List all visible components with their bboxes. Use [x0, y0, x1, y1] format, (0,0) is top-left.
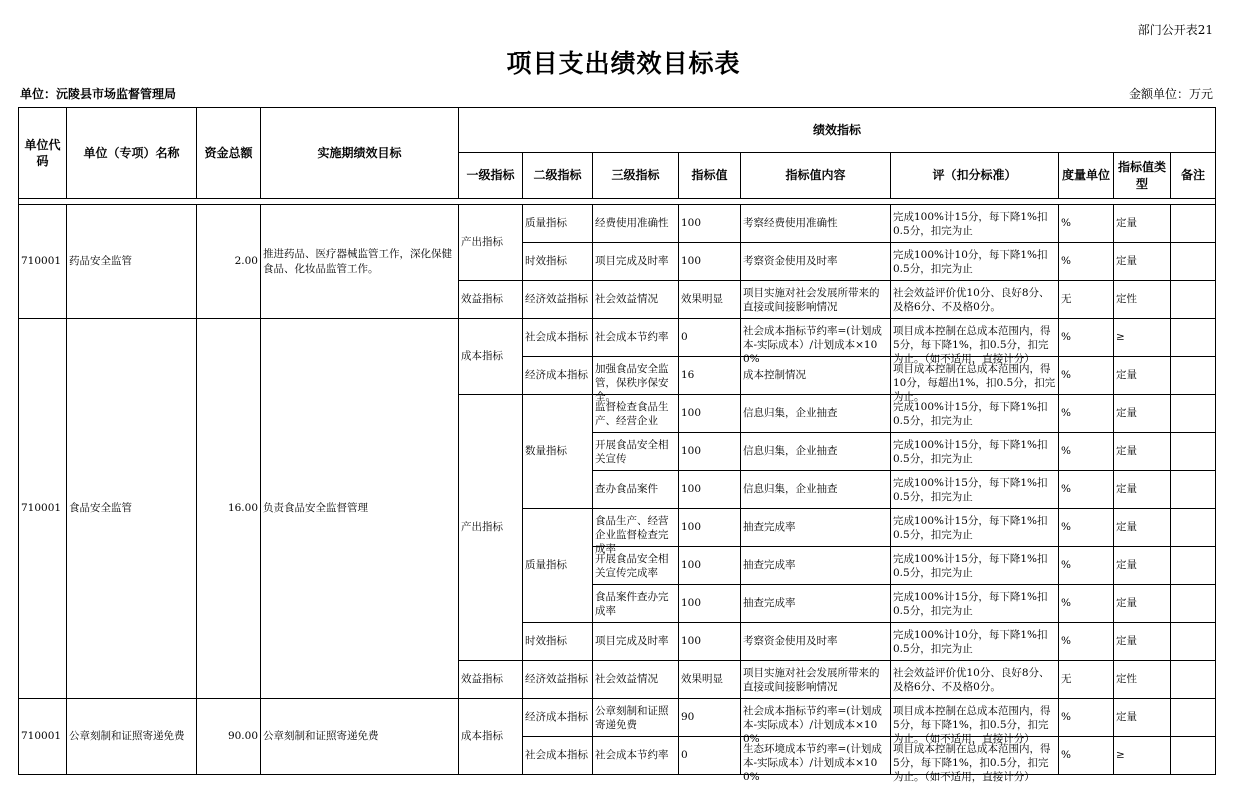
indicator-value: 100 [679, 585, 741, 623]
indicator-content [741, 395, 891, 433]
level3-indicator [593, 699, 679, 737]
indicator-content-text: 项目实施对社会发展所带来的直接或间接影响情况 [743, 286, 880, 313]
value-type: 定量 [1114, 395, 1171, 433]
level3-indicator-text: 社会效益情况 [595, 293, 658, 306]
value-type: ≥ [1114, 319, 1171, 357]
scoring-standard-text: 社会效益评价优10分、良好8分、及格6分、不及格0分。 [893, 666, 1050, 693]
note-cell [1171, 699, 1216, 737]
col-score: 评（扣分标准） [891, 153, 1059, 199]
indicator-content [741, 357, 891, 395]
indicator-value: 100 [679, 623, 741, 661]
indicator-value: 100 [679, 433, 741, 471]
level3-indicator [593, 623, 679, 661]
indicator-content [741, 281, 891, 319]
scoring-standard-text: 完成100%计15分，每下降1%扣0.5分，扣完为止 [893, 590, 1048, 617]
level2-indicator: 经济效益指标 [523, 661, 593, 699]
scoring-standard [891, 623, 1059, 661]
indicator-content-text: 考察经费使用准确性 [743, 217, 838, 230]
scoring-standard [891, 547, 1059, 585]
indicator-content-text: 社会成本指标节约率=(计划成本-实际成本）/计划成本×100% [743, 324, 882, 365]
level3-indicator [593, 205, 679, 243]
scoring-standard [891, 205, 1059, 243]
note-cell [1171, 509, 1216, 547]
value-type: 定性 [1114, 661, 1171, 699]
level3-indicator-text: 食品生产、经营企业监督检查完成率 [595, 514, 669, 555]
table-row [19, 699, 1216, 737]
indicator-content-text: 项目实施对社会发展所带来的直接或间接影响情况 [743, 666, 880, 693]
note-cell [1171, 623, 1216, 661]
indicator-value: 0 [679, 737, 741, 775]
col-level3: 三级指标 [593, 153, 679, 199]
indicator-content-text: 信息归集，企业抽查 [743, 407, 838, 420]
indicator-content [741, 471, 891, 509]
measure-unit: % [1059, 395, 1114, 433]
indicator-content-text: 考察资金使用及时率 [743, 255, 838, 268]
scoring-standard-text: 完成100%计10分，每下降1%扣0.5分，扣完为止 [893, 628, 1048, 655]
note-cell [1171, 205, 1216, 243]
note-cell [1171, 661, 1216, 699]
col-vtype: 指标值类型 [1114, 153, 1171, 199]
performance-goal: 推进药品、医疗器械监管工作，深化保健食品、化妆品监管工作。 [261, 205, 459, 319]
note-cell [1171, 547, 1216, 585]
scoring-standard [891, 281, 1059, 319]
level3-indicator-text: 食品案件查办完成率 [595, 590, 669, 617]
level3-indicator-text: 社会成本节约率 [595, 331, 669, 344]
indicator-content [741, 547, 891, 585]
indicator-content [741, 243, 891, 281]
scoring-standard [891, 699, 1059, 745]
indicator-content-text: 社会成本指标节约率=(计划成本-实际成本）/计划成本×100% [743, 704, 882, 745]
scoring-standard [891, 395, 1059, 433]
level3-indicator-text: 社会成本节约率 [595, 749, 669, 762]
indicator-content-text: 抽查完成率 [743, 521, 796, 534]
unit-code: 710001 [19, 699, 67, 775]
scoring-standard [891, 661, 1059, 699]
indicator-value: 100 [679, 243, 741, 281]
level3-indicator [593, 281, 679, 319]
col-note: 备注 [1171, 153, 1216, 199]
indicator-value: 100 [679, 471, 741, 509]
measure-unit: % [1059, 471, 1114, 509]
measure-unit: % [1059, 699, 1114, 737]
col-amount: 资金总额 [197, 108, 261, 199]
measure-unit: % [1059, 509, 1114, 547]
scoring-standard-text: 项目成本控制在总成本范围内，得5分，每下降1%，扣0.5分，扣完为止。（如不适用，直接计分） [893, 704, 1051, 745]
level3-indicator [593, 547, 679, 585]
scoring-standard-text: 完成100%计10分，每下降1%扣0.5分，扣完为止 [893, 248, 1048, 275]
level3-indicator [593, 433, 679, 471]
value-type: 定量 [1114, 471, 1171, 509]
scoring-standard-text: 完成100%计15分，每下降1%扣0.5分，扣完为止 [893, 400, 1048, 427]
scoring-standard-text: 完成100%计15分，每下降1%扣0.5分，扣完为止 [893, 476, 1048, 503]
measure-unit: % [1059, 357, 1114, 395]
indicator-value: 100 [679, 395, 741, 433]
level3-indicator-text: 公章刻制和证照寄递免费 [595, 704, 669, 731]
value-type: 定量 [1114, 699, 1171, 737]
measure-unit: % [1059, 623, 1114, 661]
measure-unit: 无 [1059, 281, 1114, 319]
value-type: ≥ [1114, 737, 1171, 775]
scoring-standard-text: 社会效益评价优10分、良好8分、及格6分、不及格0分。 [893, 286, 1050, 313]
col-content: 指标值内容 [741, 153, 891, 199]
level1-indicator: 效益指标 [459, 661, 523, 699]
scoring-standard-text: 完成100%计15分，每下降1%扣0.5分，扣完为止 [893, 210, 1048, 237]
level3-indicator [593, 585, 679, 623]
measure-unit: % [1059, 585, 1114, 623]
value-type: 定性 [1114, 281, 1171, 319]
scoring-standard [891, 319, 1059, 365]
project-name: 食品安全监管 [67, 319, 197, 699]
level1-indicator: 效益指标 [459, 281, 523, 319]
level2-indicator: 时效指标 [523, 623, 593, 661]
indicator-value: 0 [679, 319, 741, 357]
col-goal: 实施期绩效目标 [261, 108, 459, 199]
indicator-value: 效果明显 [679, 281, 741, 319]
note-cell [1171, 737, 1216, 775]
indicator-content-text: 信息归集，企业抽查 [743, 445, 838, 458]
unit-label: 单位：沅陵县市场监督管理局 [20, 87, 177, 101]
fund-amount: 90.00 [197, 699, 261, 775]
scoring-standard [891, 243, 1059, 281]
table-body [19, 205, 1216, 783]
level3-indicator-text: 社会效益情况 [595, 673, 658, 686]
level2-indicator: 质量指标 [523, 509, 593, 623]
value-type: 定量 [1114, 623, 1171, 661]
scoring-standard-text: 完成100%计15分，每下降1%扣0.5分，扣完为止 [893, 514, 1048, 541]
indicator-content-text: 生态环境成本节约率=(计划成本-实际成本）/计划成本×100% [743, 742, 882, 783]
col-measure: 度量单位 [1059, 153, 1114, 199]
level1-indicator: 成本指标 [459, 699, 523, 775]
level1-indicator: 成本指标 [459, 319, 523, 395]
measure-unit: % [1059, 737, 1114, 775]
scoring-standard [891, 471, 1059, 509]
level3-indicator-text: 项目完成及时率 [595, 255, 669, 268]
level2-indicator: 时效指标 [523, 243, 593, 281]
indicator-content [741, 319, 891, 365]
performance-table [18, 107, 1216, 783]
level2-indicator: 经济成本指标 [523, 357, 593, 395]
level3-indicator-text: 项目完成及时率 [595, 635, 669, 648]
indicator-content [741, 737, 891, 783]
scoring-standard-text: 完成100%计15分，每下降1%扣0.5分，扣完为止 [893, 438, 1048, 465]
note-cell [1171, 585, 1216, 623]
note-cell [1171, 357, 1216, 395]
scoring-standard [891, 585, 1059, 623]
scoring-standard [891, 357, 1059, 403]
level3-indicator-text: 监督检查食品生产、经营企业 [595, 400, 669, 427]
measure-unit: % [1059, 547, 1114, 585]
value-type: 定量 [1114, 585, 1171, 623]
indicator-content [741, 205, 891, 243]
unit-code: 710001 [19, 205, 67, 319]
value-type: 定量 [1114, 243, 1171, 281]
level3-indicator-text: 开展食品安全相关宣传 [595, 438, 669, 465]
fund-amount: 2.00 [197, 205, 261, 319]
level2-indicator: 数量指标 [523, 395, 593, 509]
indicator-content [741, 433, 891, 471]
level2-indicator: 社会成本指标 [523, 319, 593, 357]
indicator-value: 16 [679, 357, 741, 395]
note-cell [1171, 433, 1216, 471]
table-row [19, 319, 1216, 357]
indicator-value: 100 [679, 509, 741, 547]
scoring-standard-text: 项目成本控制在总成本范围内，得5分，每下降1%，扣0.5分，扣完为止。（如不适用，直接计分） [893, 742, 1051, 783]
scoring-standard [891, 433, 1059, 471]
indicator-value: 90 [679, 699, 741, 737]
col-value: 指标值 [679, 153, 741, 199]
indicator-content-text: 抽查完成率 [743, 559, 796, 572]
value-type: 定量 [1114, 433, 1171, 471]
col-level1: 一级指标 [459, 153, 523, 199]
note-cell [1171, 471, 1216, 509]
level3-indicator-text: 查办食品案件 [595, 483, 658, 496]
project-name: 药品安全监管 [67, 205, 197, 319]
col-indicators: 绩效指标 [459, 108, 1216, 153]
level2-indicator: 经济效益指标 [523, 281, 593, 319]
note-cell [1171, 395, 1216, 433]
value-type: 定量 [1114, 509, 1171, 547]
performance-goal: 负责食品安全监督管理 [261, 319, 459, 699]
measure-unit: % [1059, 205, 1114, 243]
value-type: 定量 [1114, 205, 1171, 243]
value-type: 定量 [1114, 547, 1171, 585]
level3-indicator [593, 243, 679, 281]
page-title: 项目支出绩效目标表 [506, 49, 741, 78]
value-type: 定量 [1114, 357, 1171, 395]
level3-indicator [593, 737, 679, 775]
indicator-value: 效果明显 [679, 661, 741, 699]
indicator-content-text: 信息归集，企业抽查 [743, 483, 838, 496]
indicator-content-text: 考察资金使用及时率 [743, 635, 838, 648]
money-unit-label: 金额单位：万元 [1128, 87, 1213, 101]
level3-indicator [593, 395, 679, 433]
note-cell [1171, 243, 1216, 281]
scoring-standard-text: 完成100%计15分，每下降1%扣0.5分，扣完为止 [893, 552, 1048, 579]
scoring-standard-text: 项目成本控制在总成本范围内，得10分，每超出1%，扣0.5分，扣完为止。 [893, 362, 1056, 403]
level1-indicator: 产出指标 [459, 205, 523, 281]
level3-indicator-text: 开展食品安全相关宣传完成率 [595, 552, 669, 579]
col-name: 单位（专项）名称 [67, 108, 197, 199]
indicator-value: 100 [679, 547, 741, 585]
level3-indicator [593, 471, 679, 509]
table-number: 部门公开表21 [1137, 23, 1213, 37]
level3-indicator [593, 357, 679, 403]
level3-indicator [593, 661, 679, 699]
note-cell [1171, 281, 1216, 319]
fund-amount: 16.00 [197, 319, 261, 699]
level3-indicator [593, 509, 679, 555]
indicator-content [741, 509, 891, 547]
indicator-content [741, 699, 891, 745]
scoring-standard [891, 509, 1059, 547]
indicator-content-text: 抽查完成率 [743, 597, 796, 610]
performance-goal: 公章刻制和证照寄递免费 [261, 699, 459, 775]
project-name: 公章刻制和证照寄递免费 [67, 699, 197, 775]
measure-unit: % [1059, 319, 1114, 357]
level3-indicator-text: 经费使用准确性 [595, 217, 669, 230]
unit-code: 710001 [19, 319, 67, 699]
table-row [19, 205, 1216, 243]
scoring-standard-text: 项目成本控制在总成本范围内，得5分，每下降1%，扣0.5分，扣完为止。（如不适用，直接计分） [893, 324, 1051, 365]
scoring-standard [891, 737, 1059, 783]
col-code: 单位代码 [19, 108, 67, 199]
level2-indicator: 经济成本指标 [523, 699, 593, 737]
note-cell [1171, 319, 1216, 357]
indicator-content [741, 623, 891, 661]
measure-unit: % [1059, 243, 1114, 281]
col-level2: 二级指标 [523, 153, 593, 199]
level2-indicator: 质量指标 [523, 205, 593, 243]
level1-indicator: 产出指标 [459, 395, 523, 661]
level3-indicator-text: 加强食品安全监管，保秩序保安全。 [595, 362, 669, 403]
indicator-content-text: 成本控制情况 [743, 369, 806, 382]
indicator-content [741, 585, 891, 623]
level2-indicator: 社会成本指标 [523, 737, 593, 775]
measure-unit: 无 [1059, 661, 1114, 699]
level3-indicator [593, 319, 679, 357]
indicator-value: 100 [679, 205, 741, 243]
indicator-content [741, 661, 891, 699]
measure-unit: % [1059, 433, 1114, 471]
